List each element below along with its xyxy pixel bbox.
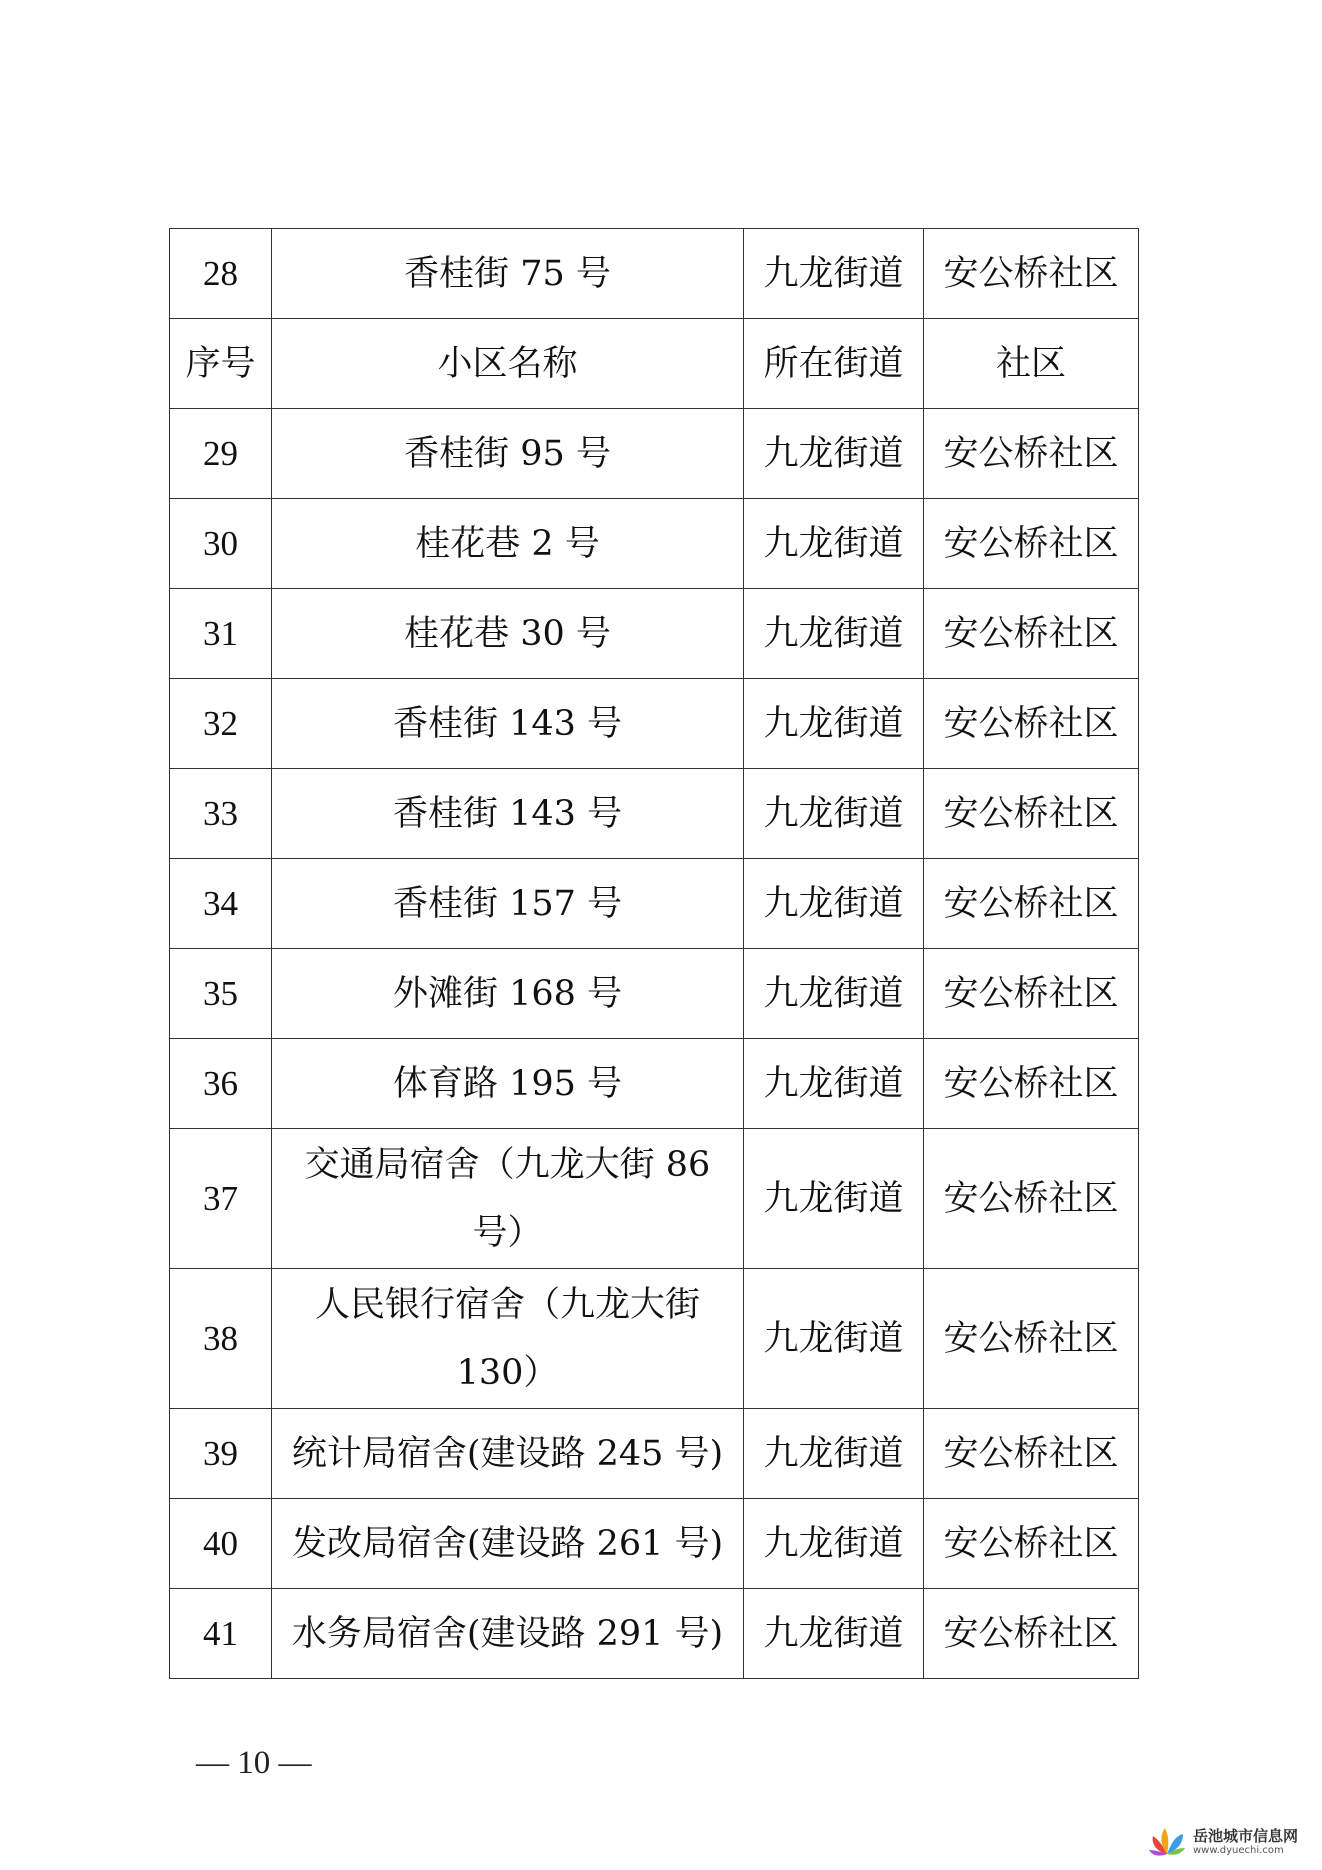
street-name: 九龙街道 <box>744 949 924 1039</box>
community-name: 统计局宿舍(建设路 245 号) <box>272 1409 744 1499</box>
row-number: 28 <box>170 229 272 319</box>
table-row <box>170 769 1139 859</box>
community-name: 人民银行宿舍（九龙大街 130） <box>272 1269 744 1409</box>
community-name: 桂花巷 2 号 <box>272 499 744 589</box>
site-watermark <box>1147 1826 1298 1858</box>
community-name: 香桂街 95 号 <box>272 409 744 499</box>
header-street: 所在街道 <box>744 319 924 409</box>
community: 安公桥社区 <box>924 229 1139 319</box>
row-number: 30 <box>170 499 272 589</box>
street-name: 九龙街道 <box>744 1129 924 1269</box>
street-name: 九龙街道 <box>744 229 924 319</box>
community-name: 香桂街 157 号 <box>272 859 744 949</box>
community: 安公桥社区 <box>924 1039 1139 1129</box>
community-name: 水务局宿舍(建设路 291 号) <box>272 1589 744 1679</box>
table-header-row <box>170 319 1139 409</box>
street-name: 九龙街道 <box>744 1039 924 1129</box>
row-number: 32 <box>170 679 272 769</box>
community: 安公桥社区 <box>924 589 1139 679</box>
table-row <box>170 499 1139 589</box>
row-number: 37 <box>170 1129 272 1269</box>
page-number: — 10 — <box>196 1745 312 1781</box>
table-row <box>170 949 1139 1039</box>
community-name: 外滩街 168 号 <box>272 949 744 1039</box>
table-row <box>170 589 1139 679</box>
table-row <box>170 1589 1139 1679</box>
header-community: 社区 <box>924 319 1139 409</box>
row-number: 36 <box>170 1039 272 1129</box>
table-row <box>170 229 1139 319</box>
community: 安公桥社区 <box>924 679 1139 769</box>
table-row <box>170 1039 1139 1129</box>
street-name: 九龙街道 <box>744 589 924 679</box>
community: 安公桥社区 <box>924 769 1139 859</box>
community-name: 桂花巷 30 号 <box>272 589 744 679</box>
header-number: 序号 <box>170 319 272 409</box>
table-row <box>170 409 1139 499</box>
street-name: 九龙街道 <box>744 409 924 499</box>
community: 安公桥社区 <box>924 409 1139 499</box>
street-name: 九龙街道 <box>744 1589 924 1679</box>
row-number: 34 <box>170 859 272 949</box>
community: 安公桥社区 <box>924 859 1139 949</box>
street-name: 九龙街道 <box>744 1499 924 1589</box>
community: 安公桥社区 <box>924 1409 1139 1499</box>
row-number: 39 <box>170 1409 272 1499</box>
row-number: 40 <box>170 1499 272 1589</box>
community-name: 香桂街 75 号 <box>272 229 744 319</box>
watermark-title: 岳池城市信息网 <box>1192 1826 1298 1845</box>
community-name: 香桂街 143 号 <box>272 679 744 769</box>
table-row <box>170 1129 1139 1269</box>
community: 安公桥社区 <box>924 949 1139 1039</box>
street-name: 九龙街道 <box>744 499 924 589</box>
table-row <box>170 1499 1139 1589</box>
street-name: 九龙街道 <box>744 679 924 769</box>
header-name: 小区名称 <box>272 319 744 409</box>
community-name: 发改局宿舍(建设路 261 号) <box>272 1499 744 1589</box>
community-name: 香桂街 143 号 <box>272 769 744 859</box>
row-number: 29 <box>170 409 272 499</box>
watermark-url: www.dyuechi.com <box>1192 1844 1284 1856</box>
street-name: 九龙街道 <box>744 859 924 949</box>
community-name: 体育路 195 号 <box>272 1039 744 1129</box>
community: 安公桥社区 <box>924 1589 1139 1679</box>
table-row <box>170 1269 1139 1409</box>
community-table <box>169 228 1139 1679</box>
table-row <box>170 1409 1139 1499</box>
row-number: 33 <box>170 769 272 859</box>
community: 安公桥社区 <box>924 499 1139 589</box>
community: 安公桥社区 <box>924 1499 1139 1589</box>
table-row <box>170 859 1139 949</box>
row-number: 31 <box>170 589 272 679</box>
community-name: 交通局宿舍（九龙大街 86 号） <box>272 1129 744 1269</box>
row-number: 41 <box>170 1589 272 1679</box>
street-name: 九龙街道 <box>744 769 924 859</box>
street-name: 九龙街道 <box>744 1409 924 1499</box>
row-number: 38 <box>170 1269 272 1409</box>
community: 安公桥社区 <box>924 1129 1139 1269</box>
table-row <box>170 679 1139 769</box>
row-number: 35 <box>170 949 272 1039</box>
community: 安公桥社区 <box>924 1269 1139 1409</box>
flower-logo-icon <box>1147 1826 1187 1858</box>
street-name: 九龙街道 <box>744 1269 924 1409</box>
